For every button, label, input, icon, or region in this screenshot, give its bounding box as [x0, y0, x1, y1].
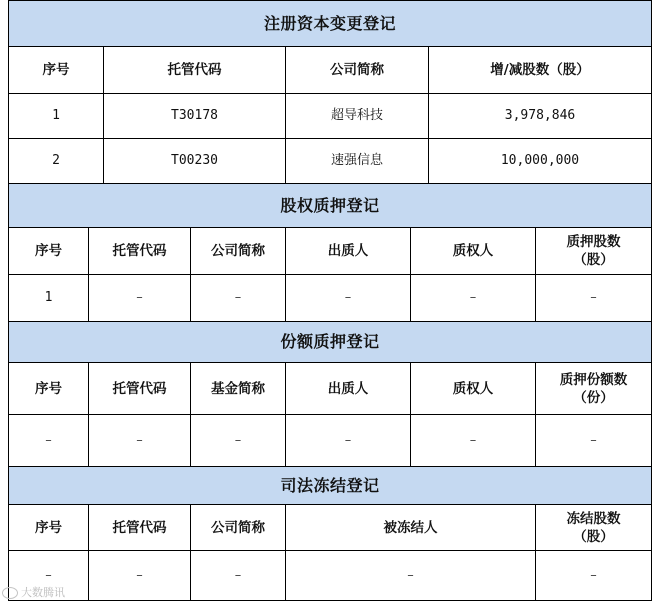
- table-row: [9, 415, 652, 467]
- judicial-freeze-title: 司法冻结登记: [9, 467, 652, 505]
- cell-custody-code: –: [89, 415, 191, 467]
- header-company-name: 公司简称: [191, 228, 286, 275]
- table-row: [9, 275, 652, 322]
- header-pledgee: 质权人: [411, 228, 536, 275]
- header-fund-name: 基金简称: [191, 363, 286, 415]
- cell-fund-name: –: [191, 415, 286, 467]
- share-pledge-table: [8, 321, 652, 467]
- cell-custody-code: –: [89, 275, 191, 322]
- reg-capital-title: 注册资本变更登记: [9, 1, 652, 47]
- header-custody-code: 托管代码: [104, 47, 286, 94]
- watermark: [2, 584, 65, 600]
- watermark-text: 大数腾讯: [21, 586, 65, 599]
- cell-share-change: 10,000,000: [429, 139, 652, 184]
- cell-custody-code: –: [89, 551, 191, 601]
- header-seq: 序号: [9, 363, 89, 415]
- share-pledge-title: 份额质押登记: [9, 322, 652, 363]
- header-seq: 序号: [9, 505, 89, 551]
- header-pledged-units: [536, 363, 652, 415]
- header-frozen-shares-line1: 冻结股数: [566, 510, 621, 527]
- cell-pledgee: –: [411, 275, 536, 322]
- header-seq: 序号: [9, 228, 89, 275]
- header-pledged-shares: [536, 228, 652, 275]
- header-pledged-shares-line1: 质押股数: [566, 234, 621, 250]
- judicial-freeze-table: [8, 466, 652, 601]
- header-frozen-party: 被冻结人: [286, 505, 536, 551]
- header-pledged-units-line1: 质押份额数: [559, 371, 628, 388]
- cell-pledged-units: –: [536, 415, 652, 467]
- header-custody-code: 托管代码: [89, 363, 191, 415]
- header-pledgor: 出质人: [286, 228, 411, 275]
- cell-pledgor: –: [286, 275, 411, 322]
- table-row: [9, 551, 652, 601]
- cell-pledgee: –: [411, 415, 536, 467]
- cell-custody-code: T30178: [104, 94, 286, 139]
- cell-custody-code: T00230: [104, 139, 286, 184]
- cell-frozen-party: –: [286, 551, 536, 601]
- cell-frozen-shares: –: [536, 551, 652, 601]
- reg-capital-table: [8, 0, 652, 184]
- equity-pledge-table: [8, 183, 652, 322]
- table-row: [9, 94, 652, 139]
- header-company-name: 公司简称: [191, 505, 286, 551]
- cell-pledged-shares: –: [536, 275, 652, 322]
- cell-seq: –: [9, 415, 89, 467]
- header-custody-code: 托管代码: [89, 228, 191, 275]
- header-pledgee: 质权人: [411, 363, 536, 415]
- watermark-logo-icon: [2, 587, 18, 599]
- cell-company-name: 超导科技: [286, 94, 429, 139]
- cell-pledgor: –: [286, 415, 411, 467]
- header-frozen-shares: [536, 505, 652, 551]
- header-frozen-shares-unit: （股）: [573, 528, 614, 545]
- cell-seq: 1: [9, 275, 89, 322]
- equity-pledge-title: 股权质押登记: [9, 184, 652, 228]
- cell-seq: 1: [9, 94, 104, 139]
- cell-share-change: 3,978,846: [429, 94, 652, 139]
- registration-sheet: [8, 0, 651, 601]
- header-pledgor: 出质人: [286, 363, 411, 415]
- header-company-name: 公司简称: [286, 47, 429, 94]
- header-custody-code: 托管代码: [89, 505, 191, 551]
- header-pledged-shares-unit: （股）: [573, 252, 614, 268]
- cell-company-name: –: [191, 551, 286, 601]
- cell-seq: –: [9, 551, 89, 601]
- header-seq: 序号: [9, 47, 104, 94]
- cell-seq: 2: [9, 139, 104, 184]
- header-pledged-units-unit: （份）: [573, 389, 614, 406]
- cell-company-name: 速强信息: [286, 139, 429, 184]
- table-row: [9, 139, 652, 184]
- cell-company-name: –: [191, 275, 286, 322]
- header-share-change: 增/减股数（股）: [429, 47, 652, 94]
